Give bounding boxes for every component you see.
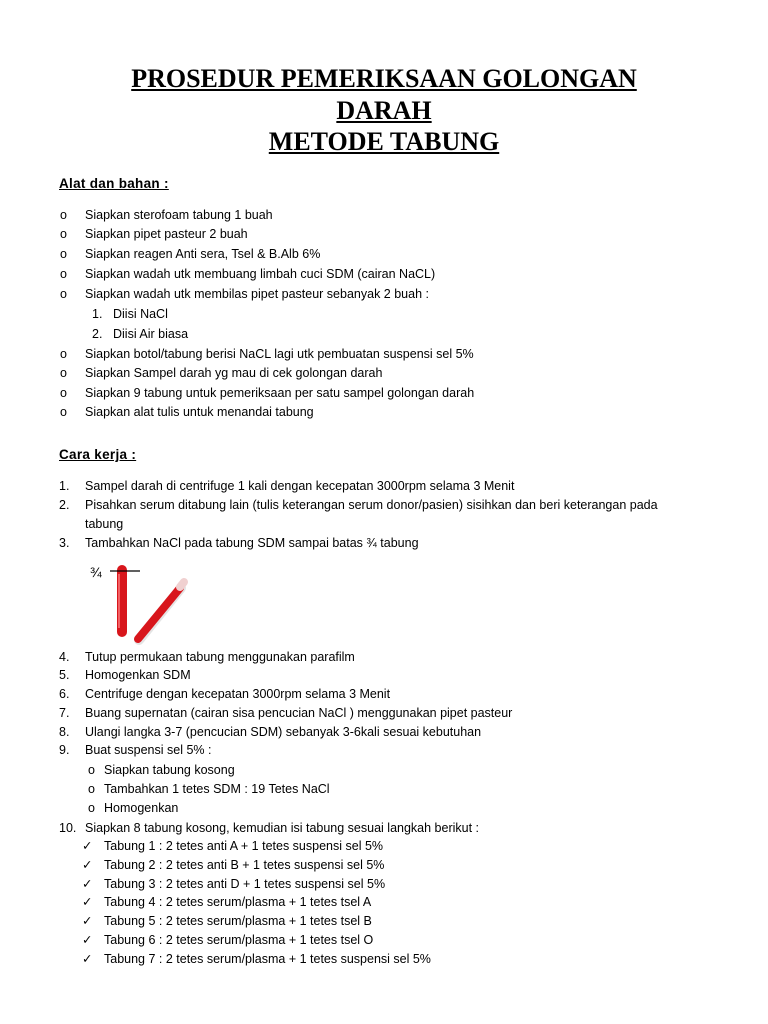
bullet: o — [60, 267, 67, 281]
tube-step: Tabung 5 : 2 tetes serum/plasma + 1 tetes tsel B — [104, 914, 372, 928]
step-text: Siapkan 8 tabung kosong, kemudian isi tabung sesuai langkah berikut : — [85, 821, 480, 835]
sub-number: 1. — [92, 307, 103, 321]
bullet: o — [60, 227, 67, 241]
sub-number: 2. — [92, 327, 103, 341]
step-text-continued: tabung — [85, 517, 124, 531]
bullet: o — [60, 247, 67, 261]
sub-step: Homogenkan — [104, 801, 179, 815]
step-text: Pisahkan serum ditabung lain (tulis keterangan serum donor/pasien) sisihkan dan beri keterangan pada — [85, 498, 658, 512]
bullet: o — [60, 287, 67, 301]
list-item: Siapkan wadah utk membuang limbah cuci SDM (cairan NaCL) — [85, 267, 436, 281]
step-number: 3. — [59, 536, 70, 550]
sub-item: Diisi NaCl — [113, 307, 168, 321]
step-number: 4. — [59, 650, 70, 664]
bullet: o — [60, 386, 67, 400]
title-line-1: PROSEDUR PEMERIKSAAN GOLONGAN — [131, 64, 637, 93]
bullet: o — [60, 347, 67, 361]
check-icon: ✓ — [82, 914, 93, 928]
test-tube-illustration — [88, 560, 198, 645]
sub-item: Diisi Air biasa — [113, 327, 189, 341]
list-item: Siapkan botol/tabung berisi NaCL lagi utk pembuatan suspensi sel 5% — [85, 347, 474, 361]
step-number: 10. — [59, 821, 77, 835]
tube-step: Tabung 7 : 2 tetes serum/plasma + 1 tetes suspensi sel 5% — [104, 952, 431, 966]
bullet: o — [60, 208, 67, 222]
title-line-3: METODE TABUNG — [268, 127, 500, 156]
step-number: 8. — [59, 725, 70, 739]
step-number: 2. — [59, 498, 70, 512]
list-item: Siapkan pipet pasteur 2 buah — [85, 227, 248, 241]
check-icon: ✓ — [82, 877, 93, 891]
bullet: o — [88, 801, 95, 815]
step-text: Homogenkan SDM — [85, 668, 191, 682]
check-icon: ✓ — [82, 895, 93, 909]
step-number: 5. — [59, 668, 70, 682]
bullet: o — [88, 782, 95, 796]
alat-heading: Alat dan bahan : — [59, 176, 169, 191]
list-item: Siapkan sterofoam tabung 1 buah — [85, 208, 273, 222]
title-line-2: DARAH — [336, 96, 432, 125]
step-number: 9. — [59, 743, 70, 757]
tube-step: Tabung 4 : 2 tetes serum/plasma + 1 tetes tsel A — [104, 895, 372, 909]
step-number: 6. — [59, 687, 70, 701]
step-text: Tutup permukaan tabung menggunakan parafilm — [85, 650, 355, 664]
check-icon: ✓ — [82, 858, 93, 872]
check-icon: ✓ — [82, 839, 93, 853]
sub-step: Siapkan tabung kosong — [104, 763, 235, 777]
tube-step: Tabung 1 : 2 tetes anti A + 1 tetes suspensi sel 5% — [104, 839, 384, 853]
bullet: o — [60, 405, 67, 419]
step-number: 1. — [59, 479, 70, 493]
step-text: Buat suspensi sel 5% : — [85, 743, 212, 757]
check-icon: ✓ — [82, 952, 93, 966]
test-tubes-icon — [88, 560, 198, 645]
tube-step: Tabung 3 : 2 tetes anti D + 1 tetes suspensi sel 5% — [104, 877, 386, 891]
cara-heading: Cara kerja : — [59, 447, 137, 462]
step-text: Buang supernatan (cairan sisa pencucian NaCl ) menggunakan pipet pasteur — [85, 706, 513, 720]
step-text: Sampel darah di centrifuge 1 kali dengan kecepatan 3000rpm selama 3 Menit — [85, 479, 515, 493]
tube-step: Tabung 2 : 2 tetes anti B + 1 tetes suspensi sel 5% — [104, 858, 385, 872]
step-text: Centrifuge dengan kecepatan 3000rpm selama 3 Menit — [85, 687, 391, 701]
list-item: Siapkan reagen Anti sera, Tsel & B.Alb 6% — [85, 247, 321, 261]
check-icon: ✓ — [82, 933, 93, 947]
bullet: o — [60, 366, 67, 380]
tube-step: Tabung 6 : 2 tetes serum/plasma + 1 tetes tsel O — [104, 933, 374, 947]
bullet: o — [88, 763, 95, 777]
list-item: Siapkan wadah utk membilas pipet pasteur sebanyak 2 buah : — [85, 287, 429, 301]
list-item: Siapkan Sampel darah yg mau di cek golongan darah — [85, 366, 383, 380]
list-item: Siapkan 9 tabung untuk pemeriksaan per satu sampel golongan darah — [85, 386, 475, 400]
list-item: Siapkan alat tulis untuk menandai tabung — [85, 405, 314, 419]
step-text: Tambahkan NaCl pada tabung SDM sampai batas ¾ tabung — [85, 536, 419, 550]
step-number: 7. — [59, 706, 70, 720]
step-text: Ulangi langka 3-7 (pencucian SDM) sebanyak 3-6kali sesuai kebutuhan — [85, 725, 482, 739]
three-quarter-label: ¾ — [90, 564, 102, 580]
sub-step: Tambahkan 1 tetes SDM : 19 Tetes NaCl — [104, 782, 330, 796]
